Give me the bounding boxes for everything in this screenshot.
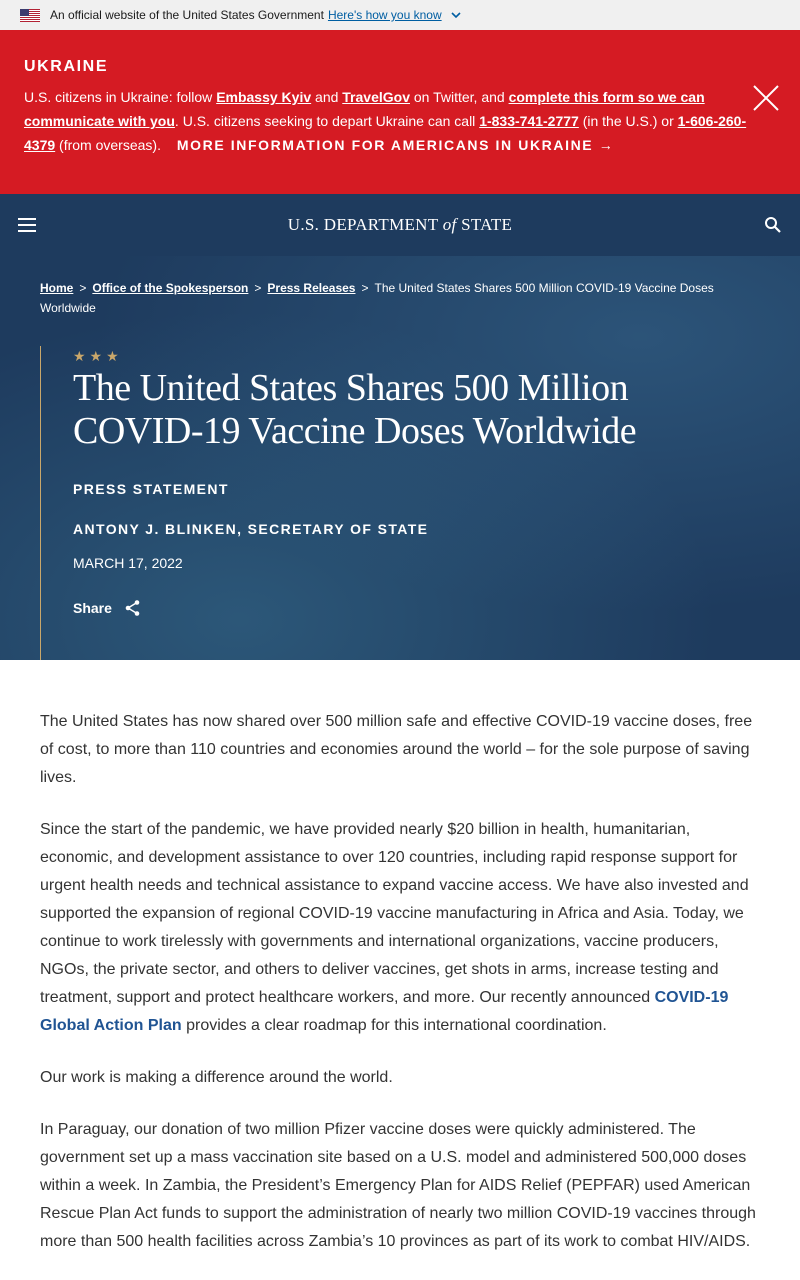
gov-banner-text: An official website of the United States Government	[50, 8, 324, 22]
paragraph: In Paraguay, our donation of two million Pfizer vaccine doses were quickly administered. The government set up a mass vaccination site based on a U.S. model and administered 500,000 doses within a week. In Zambia, the President’s Emergency Plan for AIDS Relief (PEPFAR) used American Rescue Plan Act funds to support the administration of nearly two million COVID-19 vaccines through more than 500 health facilities across Zambia’s 10 provinces as part of its work to combat HIV/AIDS.	[40, 1121, 756, 1250]
paragraph: The United States has now shared over 500 million safe and effective COVID-19 vaccine doses, free of cost, to more than 110 countries and economies around the world – for the sole purpose of saving lives.	[40, 713, 753, 786]
paragraph-text: provides a clear roadmap for this international coordination.	[181, 1017, 607, 1034]
us-phone-link[interactable]: 1-833-741-2777	[479, 113, 579, 129]
contact-form-link[interactable]: complete this form so we can communicate with you	[24, 89, 705, 129]
how-you-know-link[interactable]: Here's how you know	[327, 8, 442, 22]
hero	[0, 256, 800, 660]
global-action-plan-link[interactable]: COVID-19 Global Action Plan	[40, 989, 729, 1034]
site-logo[interactable]	[288, 215, 512, 235]
share-icon	[124, 599, 142, 617]
breadcrumb-separator: >	[79, 281, 87, 295]
page-title: The United States Shares 500 Million COVID-19 Vaccine Doses Worldwide	[73, 367, 637, 452]
paragraph: Our work is making a difference around the world.	[40, 1069, 393, 1086]
author: ANTONY J. BLINKEN, SECRETARY OF STATE	[73, 521, 429, 537]
alert-title: UKRAINE	[24, 58, 109, 75]
paragraph-text: Since the start of the pandemic, we have provided nearly $20 billion in health, humanitarian, economic, and development assistance to over 120 countries, including rapid response support for urgent health needs and technical assistance to expand vaccine access. We have also invested and supported the expansion of regional COVID-19 vaccine manufacturing in Africa and Asia. Today, we continue to work tirelessly with governments and international organizations, vaccine producers, NGOs, the private sector, and others to deliver vaccines, get shots in arms, increase testing and treatment, support and protect healthcare workers, and more. Our recently announced	[40, 821, 749, 1006]
alert-message	[24, 85, 776, 157]
close-icon[interactable]	[752, 84, 780, 112]
logo-text: STATE	[456, 215, 513, 234]
breadcrumb-home[interactable]: Home	[40, 281, 74, 295]
stars-icon: ★★★	[73, 348, 123, 364]
breadcrumb	[40, 278, 740, 318]
logo-text-of: of	[442, 215, 457, 234]
alert-text: . U.S. citizens seeking to depart Ukraine can call	[174, 113, 480, 129]
chevron-down-icon[interactable]	[450, 9, 462, 21]
embassy-kyiv-link[interactable]: Embassy Kyiv	[216, 89, 312, 105]
alert-text: and	[311, 89, 343, 105]
share-label: Share	[73, 600, 112, 616]
site-header	[0, 194, 800, 256]
gov-banner	[0, 0, 800, 30]
alert-text: (from overseas).	[55, 137, 161, 153]
paragraph	[40, 816, 760, 1040]
more-info-link[interactable]: MORE INFORMATION FOR AMERICANS IN UKRAINE →	[176, 137, 615, 153]
alert-text: (in the U.S.) or	[578, 113, 678, 129]
menu-icon[interactable]	[18, 218, 36, 232]
article-body	[0, 660, 800, 1256]
alert-text: on Twitter, and	[409, 89, 509, 105]
search-icon[interactable]	[764, 216, 782, 234]
ukraine-alert	[0, 30, 800, 194]
us-flag-icon	[20, 9, 40, 22]
overseas-phone-link[interactable]: 1-606-260-4379	[24, 113, 747, 153]
logo-text: U.S. DEPARTMENT	[287, 215, 443, 234]
alert-text: U.S. citizens in Ukraine: follow	[24, 89, 217, 105]
breadcrumb-spokesperson[interactable]: Office of the Spokesperson	[92, 281, 249, 295]
breadcrumb-press-releases[interactable]: Press Releases	[267, 281, 356, 295]
breadcrumb-separator: >	[254, 281, 262, 295]
content-type: PRESS STATEMENT	[73, 481, 229, 497]
travelgov-link[interactable]: TravelGov	[342, 89, 410, 105]
publish-date: MARCH 17, 2022	[73, 555, 183, 571]
breadcrumb-current: The United States Shares 500 Million COVID-19 Vaccine Doses Worldwide	[40, 281, 714, 315]
breadcrumb-separator: >	[361, 281, 369, 295]
hero-content	[40, 346, 760, 660]
share-button[interactable]	[73, 599, 760, 617]
